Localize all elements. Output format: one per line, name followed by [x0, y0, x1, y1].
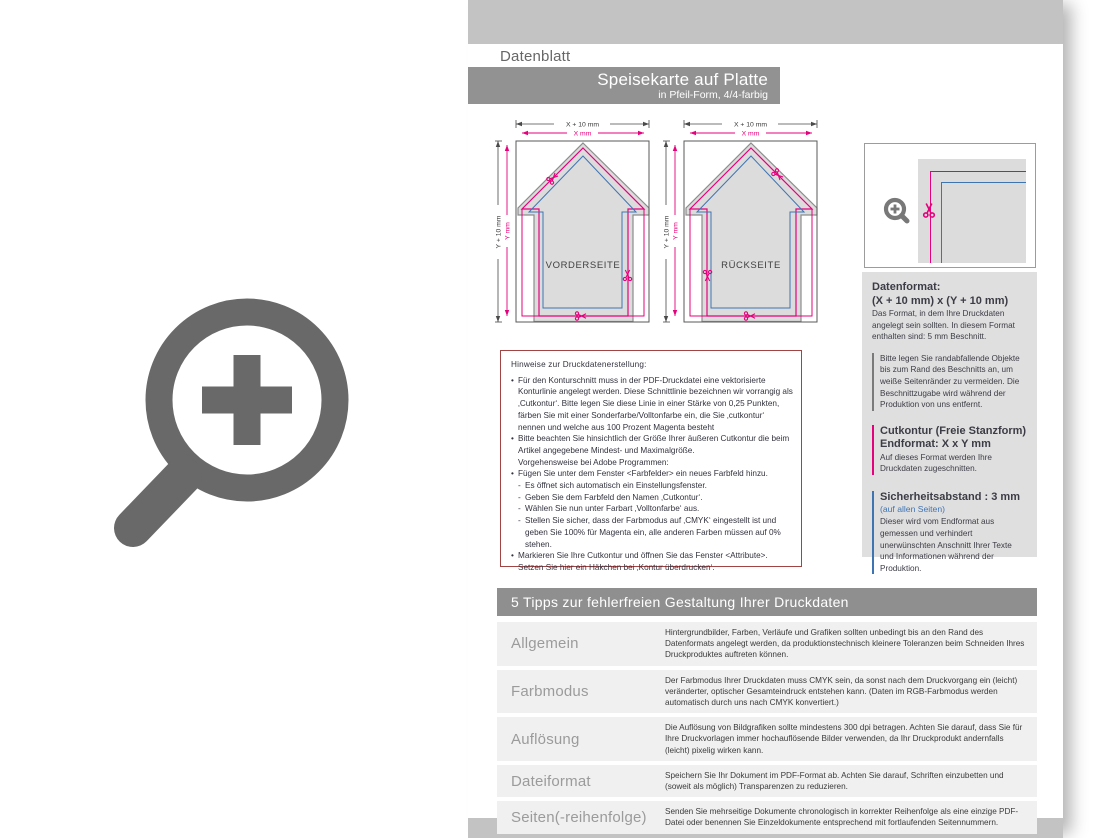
- line-text: Es öffnet sich automatisch ein Einstellungsfenster.: [525, 481, 707, 491]
- safety-text: Dieser wird vom Endformat aus gemessen und verhindert unerwünschten Anschnitt Ihrer Texte und Informationen während der Produktion.: [880, 517, 1012, 573]
- cutkontur-block: [872, 425, 1027, 475]
- line-marker: •: [511, 551, 514, 561]
- dim-width-inner-label: X mm: [573, 130, 592, 138]
- tip-row-label: Auflösung: [511, 730, 580, 748]
- hinweise-title: Hinweise zur Druckdatenerstellung:: [511, 360, 647, 369]
- dim-height-outer-label: Y + 10 mm: [495, 215, 503, 249]
- table-row: [497, 801, 1037, 833]
- magnifier-plus-icon: [105, 288, 355, 568]
- product-title-bar: [468, 67, 780, 104]
- dim-height-inner: [502, 145, 511, 316]
- line-marker: •: [511, 434, 514, 444]
- table-row: [497, 622, 1037, 666]
- tips-header: 5 Tipps zur fehlerfreien Gestaltung Ihrer Druckdaten: [497, 588, 1037, 616]
- line-text: Markieren Sie Ihre Cutkontur und öffnen Sie das Fenster <Attribute>. Setzen Sie hier ein Häkchen bei ‚Kontur überdrucken‘.: [518, 551, 768, 572]
- hinweise-box: [500, 350, 802, 572]
- dim-width-outer: [684, 120, 817, 129]
- line-marker: •: [511, 375, 514, 385]
- dim-height-outer-label: Y + 10 mm: [663, 215, 671, 249]
- bleed-shape: [518, 143, 649, 322]
- safety-note: (auf allen Seiten): [880, 504, 945, 515]
- tip-row-text: Die Auflösung von Bildgrafiken sollte mindestens 300 dpi betragen. Achten Sie darauf, dass Sie für Ihre Druckvorlagen immer hochauflösende Bilder verwenden, da Ihr Druckprodukt andernfalls (leicht) pixelig wirken kann.: [665, 723, 1023, 755]
- dim-height-inner-label: Y mm: [504, 222, 512, 240]
- line-text: Stellen Sie sicher, dass der Farbmodus auf ‚CMYK‘ eingestellt ist und geben Sie 100% für Magenta ein, alle anderen Farben müssen auf 0% stehen.: [525, 516, 781, 549]
- tip-row-label: Farbmodus: [511, 682, 589, 700]
- dim-width-outer-label: X + 10 mm: [565, 121, 600, 129]
- dim-width-outer: [516, 120, 649, 129]
- dim-width-outer-label: X + 10 mm: [733, 121, 768, 129]
- cutkontur-title: Cutkontur (Freie Stanzform): [880, 424, 1027, 437]
- dim-width-inner-label: X mm: [741, 130, 760, 138]
- safety-block: [872, 491, 1027, 574]
- hinweise-line: [511, 480, 793, 492]
- datenformat-block: [872, 281, 1027, 343]
- dim-height-outer: [495, 141, 503, 322]
- line-marker: -: [518, 481, 521, 491]
- scissors-icon: [918, 199, 940, 226]
- dim-height-inner: [670, 145, 679, 316]
- line-text: Fügen Sie unter dem Fenster <Farbfelder> ein neues Farbfeld hinzu.: [518, 469, 768, 479]
- line-text: Wählen Sie nun unter Farbart ‚Volltonfarbe‘ aus.: [525, 504, 700, 514]
- back-diagram: [663, 112, 833, 342]
- cutkontur-text: Auf dieses Format werden Ihre Druckdaten zugeschnitten.: [880, 452, 992, 474]
- front-side-label: VORDERSEITE: [545, 260, 621, 271]
- line-text: Vorgehensweise bei Adobe Programmen:: [518, 457, 669, 467]
- tips-table: [497, 622, 1037, 838]
- tip-row-text: Der Farbmodus Ihrer Druckdaten muss CMYK sein, da sonst nach dem Druckvorgang ein (leicht) veränderter, optischer Gesamteindruck entstehen kann. (Daten im RGB-Farbmodus werden automatisch durch uns nach CMYK konvertiert.): [665, 675, 1018, 708]
- zoom-preview-icon[interactable]: [105, 288, 355, 573]
- table-row: [497, 670, 1037, 714]
- hinweise-line: [511, 550, 793, 573]
- tip-row-text: Hintergrundbilder, Farben, Verläufe und Grafiken sollten unbedingt bis an den Rand des Datenformats angelegt werden, da produktionstechnisch kleinere Toleranzen beim Schneiden Ihres Druckproduktes auftreten können.: [665, 628, 1025, 660]
- plus-vertical: [234, 355, 261, 445]
- hinweise-line: [511, 515, 793, 550]
- magnifier-plus-icon: [881, 196, 913, 233]
- datenblatt-tab: Datenblatt: [493, 46, 592, 67]
- line-marker: -: [518, 492, 521, 502]
- safety-title: Sicherheitsabstand : 3 mm: [880, 490, 1020, 503]
- product-title: Speisekarte auf Platte: [597, 70, 768, 89]
- line-marker: [511, 457, 518, 469]
- datenformat-title: Datenformat:: [872, 281, 941, 293]
- dim-height-inner-label: Y mm: [672, 222, 680, 240]
- tip-row-label: Allgemein: [511, 635, 579, 653]
- hinweise-line: [511, 492, 793, 504]
- cutkontur-subtitle: Endformat: X x Y mm: [880, 438, 991, 451]
- magnifier-handle: [133, 476, 183, 528]
- line-text: Bitte beachten Sie hinsichtlich der Größe Ihrer äußeren Cutkontur die beim Artikel angegebene Mindest- und Maximalgröße.: [518, 434, 790, 455]
- hinweise-line: [511, 503, 793, 515]
- line-text: Für den Konturschnitt muss in der PDF-Druckdatei eine vektorisierte Konturlinie angelegt werden. Diese Schnittlinie bezeichnen wir vorrangig als ‚Cutkontur‘. Bitte legen Sie diese Linie in einer Stärke von 0,25 Punkten, färben Sie mit einer Sonderfarbe/Volltonfarbe ein, die Sie ‚cutkontur‘ nennen und welche aus 100 Prozent Magenta besteht: [518, 375, 793, 432]
- bleed-shape: [686, 143, 817, 322]
- dim-height-outer: [663, 141, 671, 322]
- table-row: [497, 765, 1037, 797]
- corner-detail-box: [864, 143, 1036, 268]
- datasheet-page: [468, 0, 1063, 838]
- tip-row-label: Seiten(-reihenfolge): [511, 808, 647, 826]
- datenformat-text: Das Format, in dem Ihre Druckdaten angelegt sein sollten. In diesem Format enthalten sind: 5 mm Beschnitt.: [872, 309, 1015, 342]
- format-info-panel: [862, 272, 1037, 573]
- line-marker: -: [518, 504, 521, 514]
- tip-row-text: Speichern Sie Ihr Dokument im PDF-Format ab. Achten Sie darauf, Schriften einzubetten und (soweit als möglich) Transparenzen zu reduzieren.: [665, 770, 1004, 792]
- bleed-note: Bitte legen Sie randabfallende Objekte bis zum Rand des Beschnitts an, um weiße Seitenränder zu vermeiden. Die Beschnittzugabe wird während der Produktion von uns entfernt.: [872, 353, 1027, 411]
- tip-row-text: Senden Sie mehrseitige Dokumente chronologisch in korrekter Reihenfolge als eine einzige PDF-Datei oder benennen Sie Einzeldokumente entsprechend mit fortlaufenden Seitennummern.: [665, 807, 1019, 828]
- line-marker: •: [511, 469, 514, 479]
- page-top-strip: [468, 0, 1063, 44]
- hinweise-lines: [511, 375, 793, 574]
- hinweise-line: [511, 433, 793, 456]
- tip-row-label: Dateiformat: [511, 772, 591, 790]
- product-subtitle: in Pfeil-Form, 4/4-farbig: [658, 89, 768, 101]
- hinweise-line: [511, 375, 793, 434]
- dim-width-inner: [522, 129, 644, 138]
- hinweise-line: [511, 468, 793, 480]
- line-text: Geben Sie dem Farbfeld den Namen ‚Cutkontur‘.: [525, 492, 703, 502]
- datenformat-value: (X + 10 mm) x (Y + 10 mm): [872, 294, 1009, 307]
- front-diagram: [495, 112, 665, 342]
- back-side-label: RÜCKSEITE: [721, 260, 781, 271]
- table-row: [497, 717, 1037, 761]
- dim-width-inner: [690, 129, 812, 138]
- detail-safety-line: [941, 182, 1026, 263]
- line-marker: -: [518, 516, 521, 526]
- hinweise-line: [511, 457, 793, 469]
